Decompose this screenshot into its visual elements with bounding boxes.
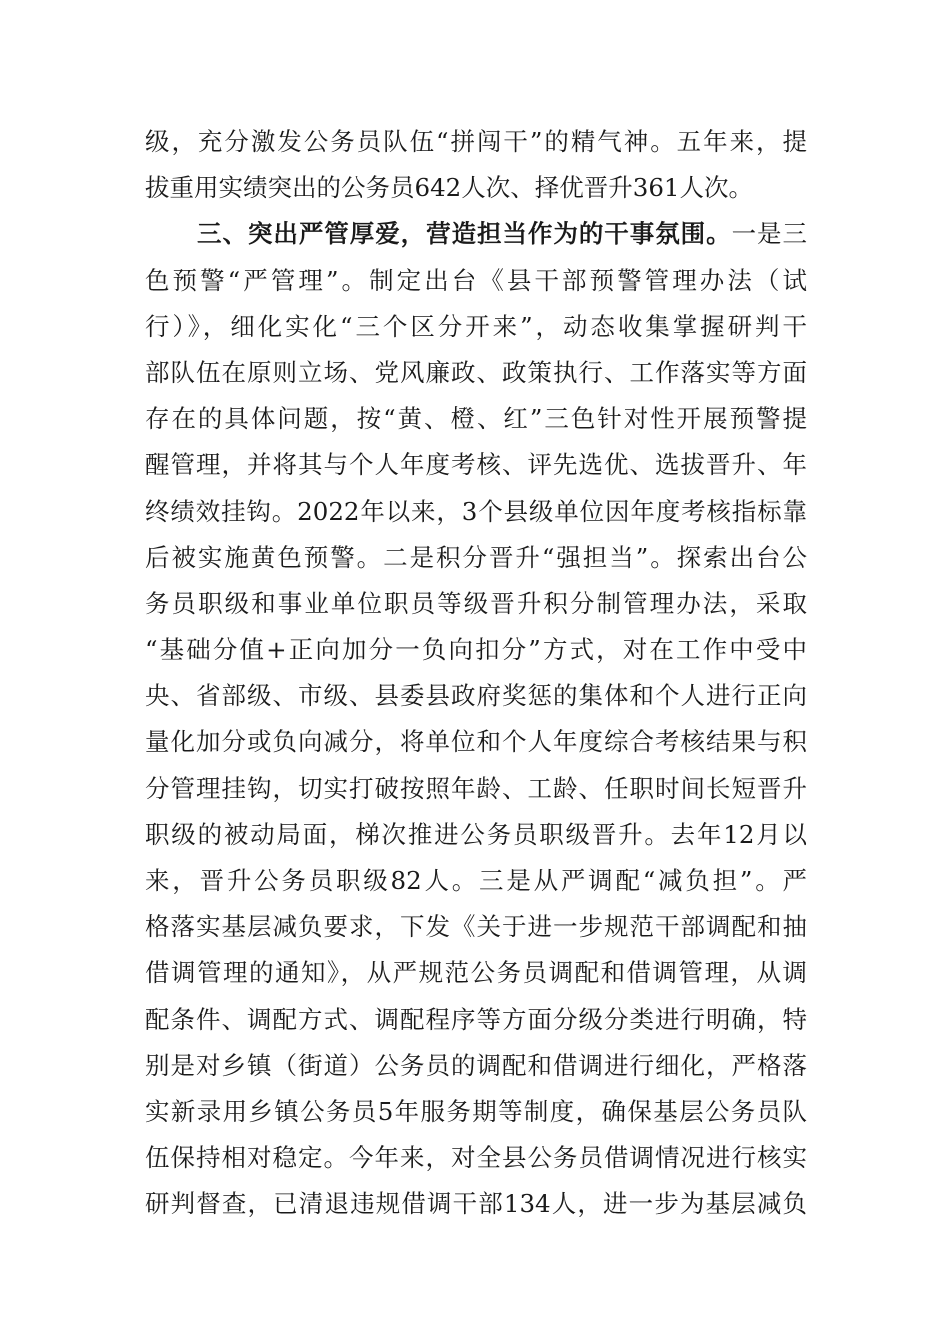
document-page bbox=[145, 119, 807, 1228]
body-line-10: 后被实施黄色预警。二是积分晋升“强担当”。探索出台公 bbox=[145, 542, 807, 572]
body-line-16: 职级的被动局面，梯次推进公务员职级晋升。去年12月以 bbox=[145, 819, 807, 849]
body-line-15: 分管理挂钩，切实打破按照年龄、工龄、任职时间长短晋升 bbox=[145, 773, 807, 803]
body-line-12: “基础分值+正向加分一负向扣分”方式，对在工作中受中 bbox=[145, 635, 807, 665]
body-line-24: 研判督查，已清退违规借调干部134人，进一步为基层减负 bbox=[145, 1189, 807, 1219]
body-line-4: 色预警“严管理”。制定出台《县干部预警管理办法（试 bbox=[145, 265, 807, 295]
body-line-20: 配条件、调配方式、调配程序等方面分级分类进行明确，特 bbox=[145, 1004, 807, 1034]
body-line-21: 别是对乡镇（街道）公务员的调配和借调进行细化，严格落 bbox=[145, 1050, 807, 1080]
body-line-1: 级，充分激发公务员队伍“拼闯干”的精气神。五年来，提 bbox=[145, 127, 807, 156]
body-line-6: 部队伍在原则立场、党风廉政、政策执行、工作落实等方面 bbox=[145, 357, 807, 387]
body-line-2: 拔重用实绩突出的公务员642人次、择优晋升361人次。 bbox=[145, 173, 754, 203]
body-line-22: 实新录用乡镇公务员5年服务期等制度，确保基层公务员队 bbox=[145, 1096, 807, 1126]
body-line-18: 格落实基层减负要求，下发《关于进一步规范干部调配和抽 bbox=[145, 912, 807, 942]
body-line-5: 行）》，细化实化“三个区分开来”，动态收集掌握研判干 bbox=[145, 311, 807, 341]
body-line-23: 伍保持相对稳定。今年来，对全县公务员借调情况进行核实 bbox=[145, 1143, 807, 1173]
body-line-13: 央、省部级、市级、县委县政府奖惩的集体和个人进行正向 bbox=[145, 681, 807, 711]
body-line-11: 务员职级和事业单位职员等级晋升积分制管理办法，采取 bbox=[145, 588, 807, 618]
body-line-7: 存在的具体问题，按“黄、橙、红”三色针对性开展预警提 bbox=[145, 404, 807, 434]
section-heading-line bbox=[145, 211, 807, 257]
body-line-9: 终绩效挂钩。2022年以来，3个县级单位因年度考核指标靠 bbox=[145, 496, 807, 526]
body-line-19: 借调管理的通知》，从严规范公务员调配和借调管理，从调 bbox=[145, 958, 807, 988]
section-heading: 三、突出严管厚爱，营造担当作为的干事氛围。 bbox=[197, 219, 732, 249]
body-line-14: 量化加分或负向减分，将单位和个人年度综合考核结果与积 bbox=[145, 727, 807, 757]
section-heading-continuation: 一是三 bbox=[731, 219, 808, 249]
body-line-8: 醒管理，并将其与个人年度考核、评先选优、选拔晋升、年 bbox=[145, 450, 807, 480]
body-line-17: 来，晋升公务员职级82人。三是从严调配“减负担”。严 bbox=[145, 866, 807, 895]
